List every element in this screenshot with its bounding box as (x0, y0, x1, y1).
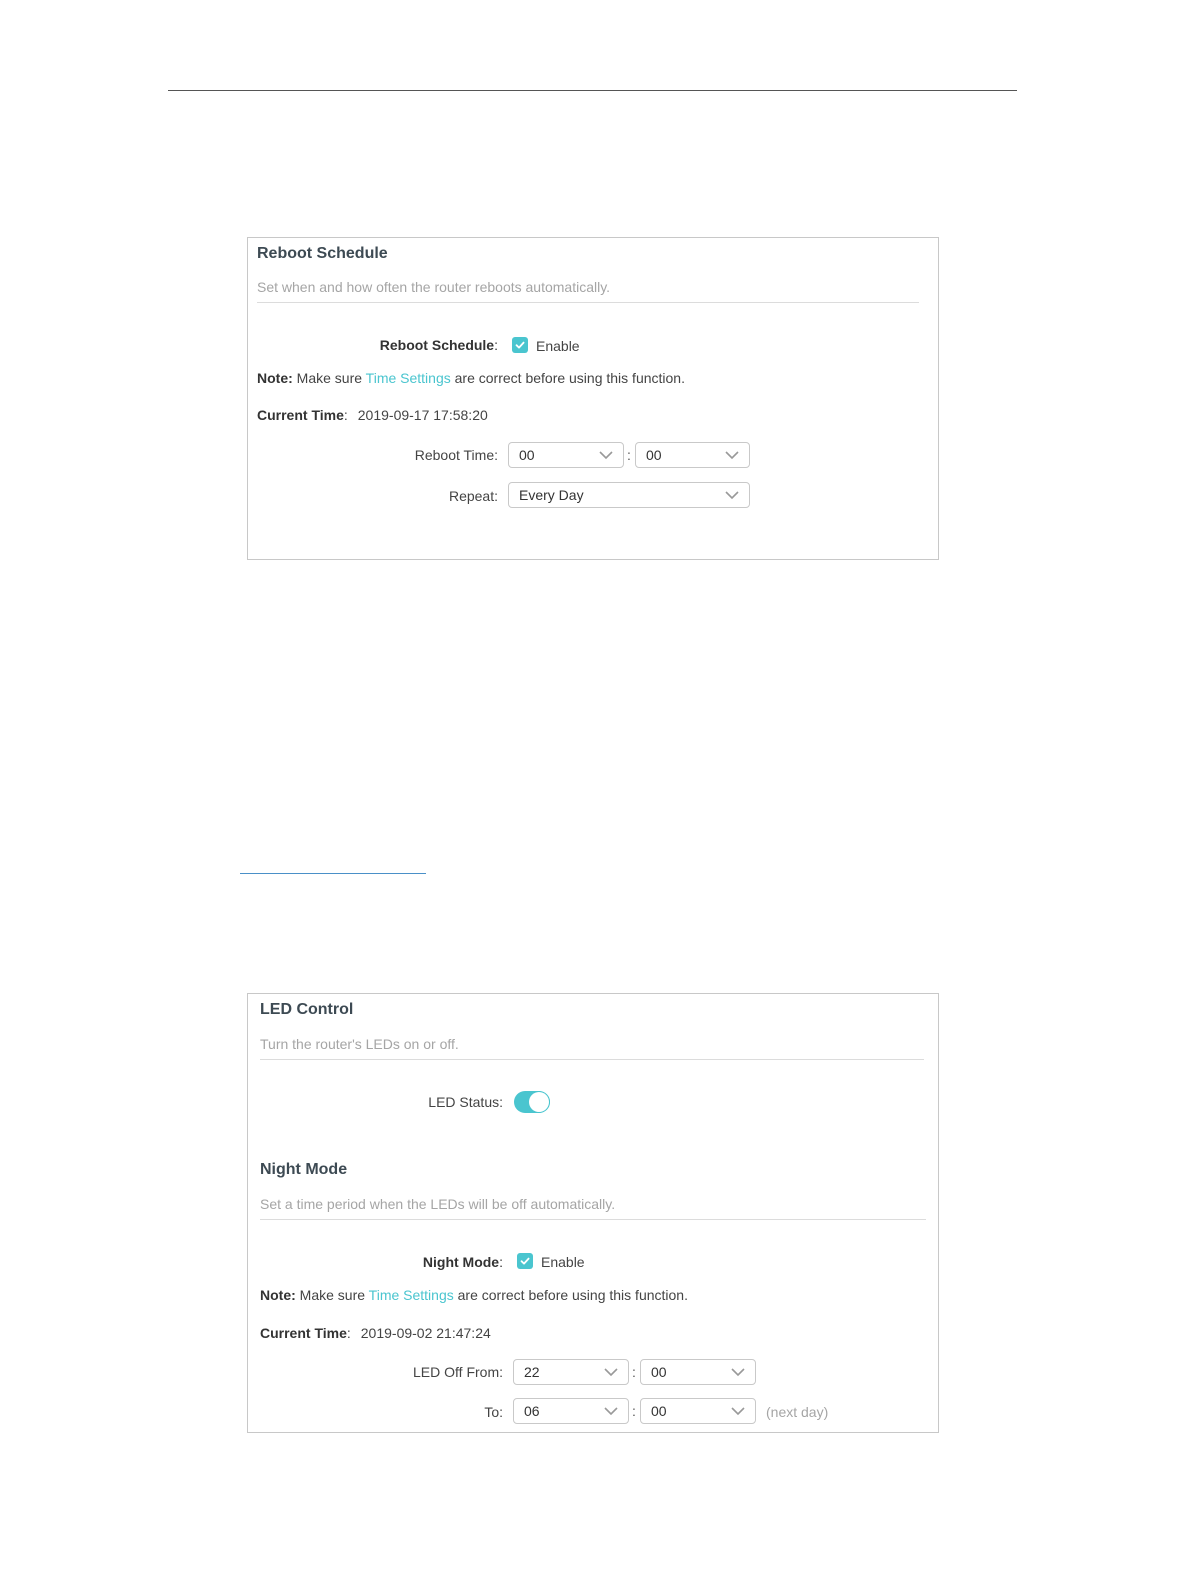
led-off-from-label: LED Off From: (413, 1364, 503, 1380)
check-icon (519, 1255, 531, 1267)
night-mode-enable-checkbox[interactable] (517, 1253, 533, 1269)
chevron-down-icon (731, 1406, 745, 1416)
reboot-schedule-label: Reboot Schedule: (379, 337, 498, 353)
night-mode-enable-label: Enable (541, 1254, 585, 1270)
reboot-note: Note: Make sure Time Settings are correct before using this function. (257, 370, 685, 386)
led-panel-title: LED Control (260, 1001, 354, 1018)
reboot-panel-subtitle: Set when and how often the router reboots automatically. (257, 279, 611, 295)
current-time-label: Current Time (257, 407, 344, 423)
check-icon (514, 339, 526, 351)
time-settings-link[interactable]: Time Settings (368, 1287, 454, 1303)
note-prefix: Note: (257, 370, 293, 386)
led-panel-divider (260, 1059, 924, 1060)
chevron-down-icon (599, 450, 613, 460)
page-header-rule (168, 90, 1017, 91)
reboot-time-label: Reboot Time: (414, 447, 498, 463)
reboot-panel-title: Reboot Schedule (257, 245, 388, 262)
reboot-panel-divider (257, 302, 919, 303)
night-mode-divider (260, 1219, 926, 1220)
chevron-down-icon (731, 1367, 745, 1377)
reboot-enable-label: Enable (536, 338, 580, 354)
led-note: Note: Make sure Time Settings are correct before using this function. (260, 1287, 688, 1303)
chevron-down-icon (604, 1367, 618, 1377)
current-time-label: Current Time (260, 1325, 347, 1341)
repeat-select[interactable]: Every Day (508, 482, 750, 508)
led-status-toggle[interactable] (514, 1091, 550, 1113)
led-from-hour-select[interactable]: 22 (513, 1359, 629, 1385)
led-panel-subtitle: Turn the router's LEDs on or off. (260, 1036, 459, 1052)
night-mode-title: Night Mode (260, 1161, 348, 1178)
reboot-hour-select[interactable]: 00 (508, 442, 624, 468)
reboot-enable-checkbox[interactable] (512, 337, 528, 353)
next-day-hint: (next day) (766, 1404, 829, 1420)
toggle-knob (529, 1092, 549, 1112)
section-rule (240, 873, 426, 874)
time-separator: : (627, 447, 631, 463)
time-separator: : (632, 1403, 636, 1419)
reboot-current-time: Current Time: 2019-09-17 17:58:20 (257, 407, 488, 423)
time-separator: : (632, 1364, 636, 1380)
repeat-label: Repeat: (448, 488, 498, 504)
night-mode-subtitle: Set a time period when the LEDs will be off automatically. (260, 1196, 616, 1212)
night-mode-label: Night Mode: (422, 1254, 503, 1270)
led-status-label: LED Status: (428, 1094, 503, 1110)
led-current-time: Current Time: 2019-09-02 21:47:24 (260, 1325, 491, 1341)
time-settings-link[interactable]: Time Settings (365, 370, 451, 386)
chevron-down-icon (604, 1406, 618, 1416)
chevron-down-icon (725, 490, 739, 500)
current-time-value: 2019-09-17 17:58:20 (357, 407, 488, 423)
led-to-minute-select[interactable]: 00 (640, 1398, 756, 1424)
led-from-minute-select[interactable]: 00 (640, 1359, 756, 1385)
current-time-value: 2019-09-02 21:47:24 (360, 1325, 491, 1341)
chevron-down-icon (725, 450, 739, 460)
led-to-label: To: (484, 1404, 503, 1420)
led-to-hour-select[interactable]: 06 (513, 1398, 629, 1424)
note-prefix: Note: (260, 1287, 296, 1303)
reboot-minute-select[interactable]: 00 (635, 442, 750, 468)
